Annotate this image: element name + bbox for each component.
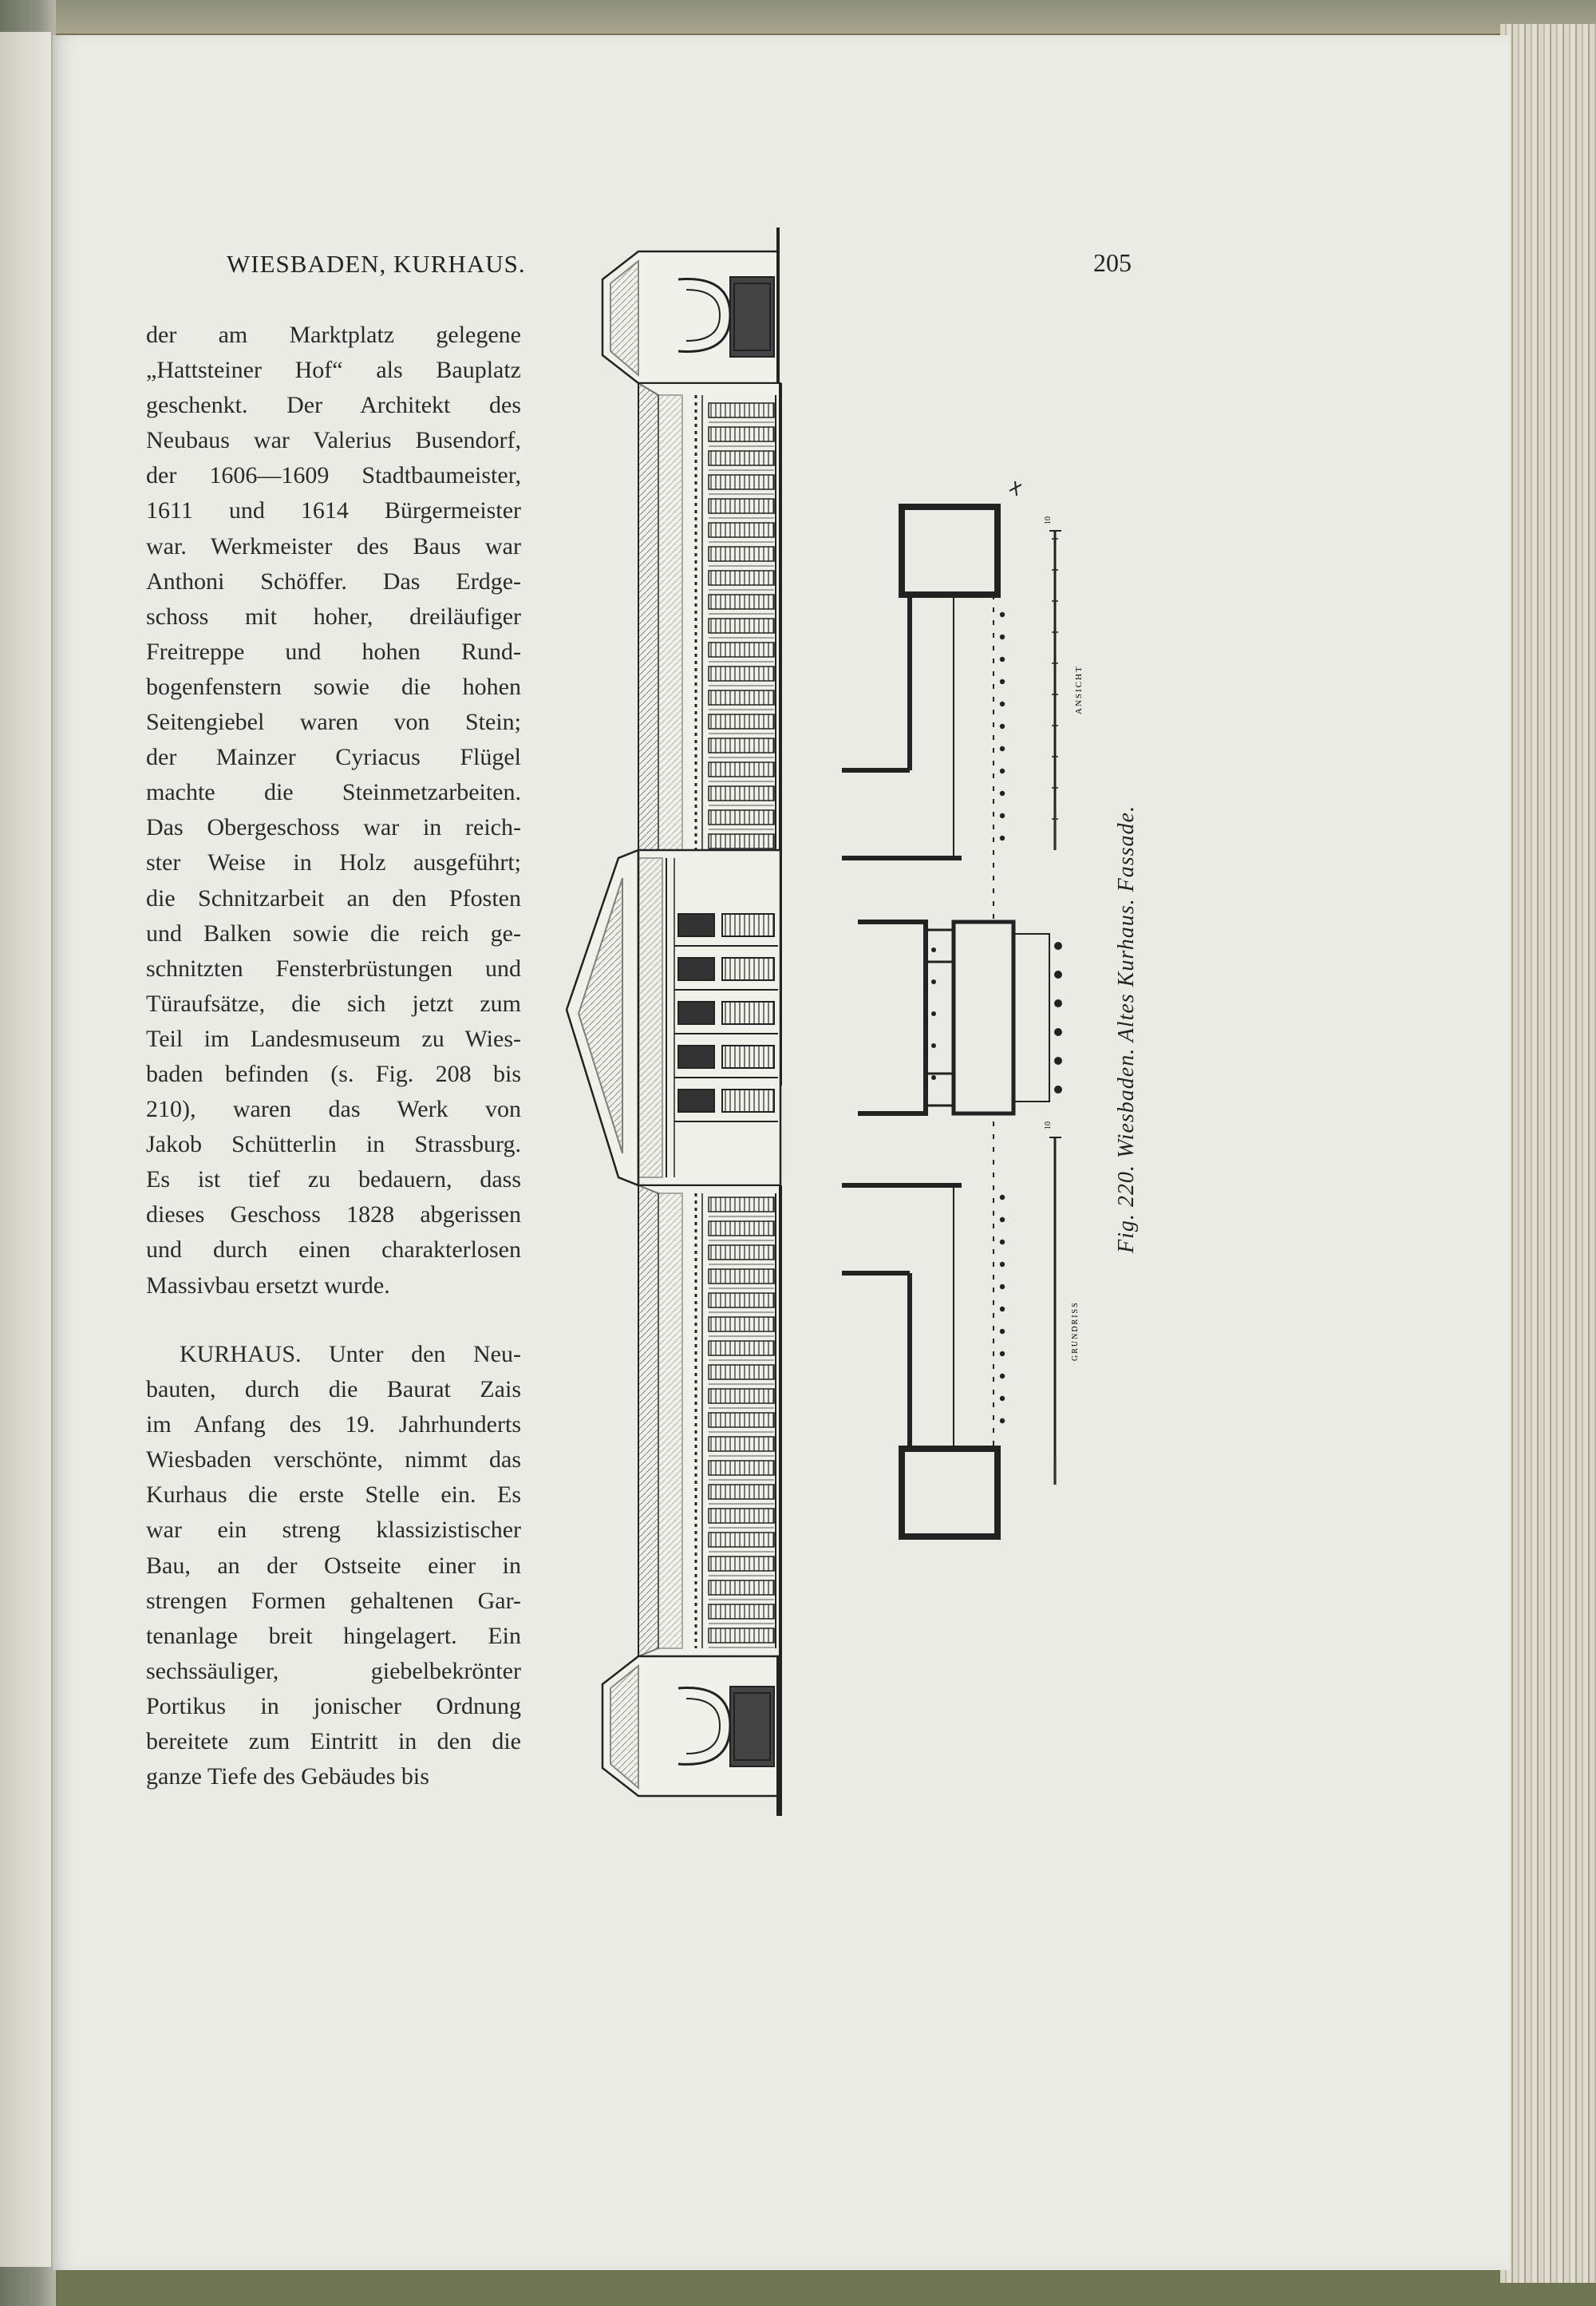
text-line: Teil im Landesmuseum zu Wies- [146, 1025, 521, 1052]
facade-window [709, 1341, 774, 1355]
book-cover-top [0, 0, 1596, 34]
plan-column-dot [1000, 1262, 1005, 1267]
plan-column-dot [1000, 813, 1005, 818]
text-line: geschenkt. Der Architekt des [146, 392, 521, 419]
plan-column-dot [1000, 1396, 1005, 1401]
text-line: Neubaus war Valerius Busendorf, [146, 427, 521, 454]
text-line: Seitengiebel waren von Stein; [146, 709, 521, 736]
text-line: Es ist tief zu bedauern, dass [146, 1166, 521, 1193]
figure-drawing [519, 227, 1141, 1840]
facade-window [709, 786, 774, 801]
text-line: baden befinden (s. Fig. 208 bis [146, 1060, 521, 1087]
portico-column-dot [1054, 1057, 1062, 1065]
facade-window [709, 1437, 774, 1451]
page-number: 205 [1093, 248, 1132, 277]
plan-column-dot [1000, 1329, 1005, 1334]
plan-portico-columns [931, 942, 1062, 1094]
facade-window [709, 523, 774, 537]
text-line: Freitreppe und hohen Rund- [146, 638, 521, 665]
text-line: sechssäuliger, giebelbekrönter [146, 1657, 521, 1684]
text-column-paragraph-2 [146, 1337, 521, 1794]
plan-column-dot [1000, 724, 1005, 729]
text-line: und Balken sowie die reich ge- [146, 920, 521, 947]
scale-bar-grundriss [1049, 1137, 1061, 1485]
scale-label-top: 10 [1044, 516, 1053, 524]
portico-window [722, 1090, 774, 1112]
facade-window [709, 1365, 774, 1379]
text-line: schnitzten Fensterbrüstungen und [146, 955, 521, 982]
plan-column-dot [1000, 1351, 1005, 1356]
portico-window [678, 914, 714, 936]
facade-window [709, 1413, 774, 1427]
facade-window [709, 427, 774, 441]
plan-column-dot [1000, 612, 1005, 617]
portico-column-dot [1054, 942, 1062, 950]
text-line: Wiesbaden verschönte, nimmt das [146, 1446, 521, 1473]
plan-column-dot [1000, 1217, 1005, 1222]
text-column-paragraph-1 [146, 318, 521, 1303]
text-line: der 1606—1609 Stadtbaumeister, [146, 462, 521, 489]
plan-column-dot [1000, 702, 1005, 706]
portico-window [722, 914, 774, 936]
portico-window [722, 1046, 774, 1068]
text-line: Das Obergeschoss war in reich- [146, 814, 521, 841]
text-line: Kurhaus die erste Stelle ein. Es [146, 1481, 521, 1509]
facade-window [709, 810, 774, 825]
text-line: schoss mit hoher, dreiläufiger [146, 603, 521, 630]
portico-window [678, 1002, 714, 1024]
facade-window [709, 714, 774, 729]
text-line: war ein streng klassizistischer [146, 1517, 521, 1544]
facade-window [709, 1317, 774, 1331]
facade-window [709, 1293, 774, 1307]
portico-column-dot [1054, 1028, 1062, 1036]
portico-column-dot [931, 1011, 936, 1016]
facade-window [709, 1533, 774, 1547]
facade-window [709, 1461, 774, 1475]
facade-window [709, 738, 774, 753]
portico-window [678, 958, 714, 980]
plan-column-dot [1000, 1307, 1005, 1311]
portico-column-dot [931, 1075, 936, 1080]
facade-window [709, 451, 774, 465]
portico-column-dot [1054, 971, 1062, 979]
facade-window [709, 834, 774, 848]
north-arrow-icon [1009, 481, 1021, 496]
portico-column-dot [931, 979, 936, 984]
facade-window [709, 1245, 774, 1260]
facade-window [709, 619, 774, 633]
facade-window [709, 1221, 774, 1236]
text-line: Türaufsätze, die sich jetzt zum [146, 990, 521, 1017]
text-line: „Hattsteiner Hof“ als Bauplatz [146, 357, 521, 384]
facade-window [709, 403, 774, 417]
plan-column-dot [1000, 836, 1005, 841]
portico-column-dot [931, 947, 936, 952]
text-line: strengen Formen gehaltenen Gar- [146, 1587, 521, 1614]
plan-column-dot [1000, 791, 1005, 796]
facade-window [709, 547, 774, 561]
facade-window [709, 475, 774, 489]
text-line: 210), waren das Werk von [146, 1096, 521, 1123]
facade-window [709, 690, 774, 705]
portico-window [722, 1002, 774, 1024]
facade-elevation [567, 227, 780, 1816]
previous-page-edge [0, 32, 51, 2267]
text-line: bereitete zum Eintritt in den die [146, 1728, 521, 1755]
plan-column-dot [1000, 746, 1005, 751]
ground-plan [842, 507, 1049, 1537]
portico-column-dot [931, 1043, 936, 1048]
facade-window [709, 762, 774, 777]
page-stack-edges [1500, 24, 1596, 2283]
text-line: im Anfang des 19. Jahrhunderts [146, 1411, 521, 1438]
side-pavilion-top [602, 227, 778, 383]
text-line: tenanlage breit hingelagert. Ein [146, 1622, 521, 1649]
text-line: Jakob Schütterlin in Strassburg. [146, 1131, 521, 1158]
portico-column-dot [1054, 1086, 1062, 1094]
plan-column-dot [1000, 679, 1005, 684]
facade-window [709, 1580, 774, 1595]
text-line: 1611 und 1614 Bürgermeister [146, 497, 521, 524]
facade-window [709, 666, 774, 681]
text-line: war. Werkmeister des Baus war [146, 532, 521, 560]
scale-bar-ansicht [1049, 531, 1061, 850]
plan-colonnade [1000, 612, 1005, 1423]
label-grundriss: GRUNDRISS [1071, 1301, 1080, 1361]
plan-column-dot [1000, 1284, 1005, 1289]
facade-window [709, 643, 774, 657]
text-line: Anthoni Schöffer. Das Erdge- [146, 568, 521, 595]
text-line: bogenfenstern sowie die hohen [146, 673, 521, 700]
text-line: Portikus in jonischer Ordnung [146, 1692, 521, 1719]
text-line: die Schnitzarbeit an den Pfosten [146, 884, 521, 912]
text-line: dieses Geschoss 1828 abgerissen [146, 1201, 521, 1228]
plan-column-dot [1000, 635, 1005, 639]
plan-column-dot [1000, 1240, 1005, 1244]
text-line: Bau, an der Ostseite einer in [146, 1552, 521, 1579]
facade-window [709, 1197, 774, 1212]
portico-window [722, 958, 774, 980]
facade-window [709, 1556, 774, 1571]
facade-window [709, 499, 774, 513]
scale-label-bottom: 10 [1044, 1121, 1053, 1129]
facade-window [709, 1389, 774, 1403]
text-line: der Mainzer Cyriacus Flügel [146, 744, 521, 771]
portico-windows [674, 914, 778, 1121]
text-line: Massivbau ersetzt wurde. [146, 1272, 390, 1299]
facade-window [709, 1269, 774, 1284]
facade-window [709, 1604, 774, 1619]
facade-window [709, 1509, 774, 1523]
facade-window [709, 571, 774, 585]
portico-window [678, 1090, 714, 1112]
plan-column-dot [1000, 1195, 1005, 1200]
portico-window [678, 1046, 714, 1068]
text-line: KURHAUS. Unter den Neu- [180, 1341, 521, 1367]
running-head: WIESBADEN, KURHAUS. [227, 250, 526, 278]
figure-caption: Fig. 220. Wiesbaden. Altes Kurhaus. Fassade. [1114, 805, 1139, 1253]
plan-column-dot [1000, 1418, 1005, 1423]
text-line: der am Marktplatz gelegene [146, 322, 521, 348]
facade-window [709, 595, 774, 609]
text-line: ganze Tiefe des Gebäudes bis [146, 1763, 429, 1790]
plan-column-dot [1000, 657, 1005, 662]
text-line: und durch einen charakterlosen [146, 1236, 521, 1264]
text-line: bauten, durch die Baurat Zais [146, 1376, 521, 1403]
plan-column-dot [1000, 769, 1005, 773]
facade-window [709, 1485, 774, 1499]
facade-window [709, 1628, 774, 1643]
text-line: machte die Steinmetzarbeiten. [146, 779, 521, 806]
label-ansicht: ANSICHT [1074, 665, 1084, 714]
portico-column-dot [1054, 999, 1062, 1007]
side-pavilion-bottom [602, 1656, 778, 1816]
plan-column-dot [1000, 1374, 1005, 1378]
text-line: ster Weise in Holz ausgeführt; [146, 849, 521, 876]
